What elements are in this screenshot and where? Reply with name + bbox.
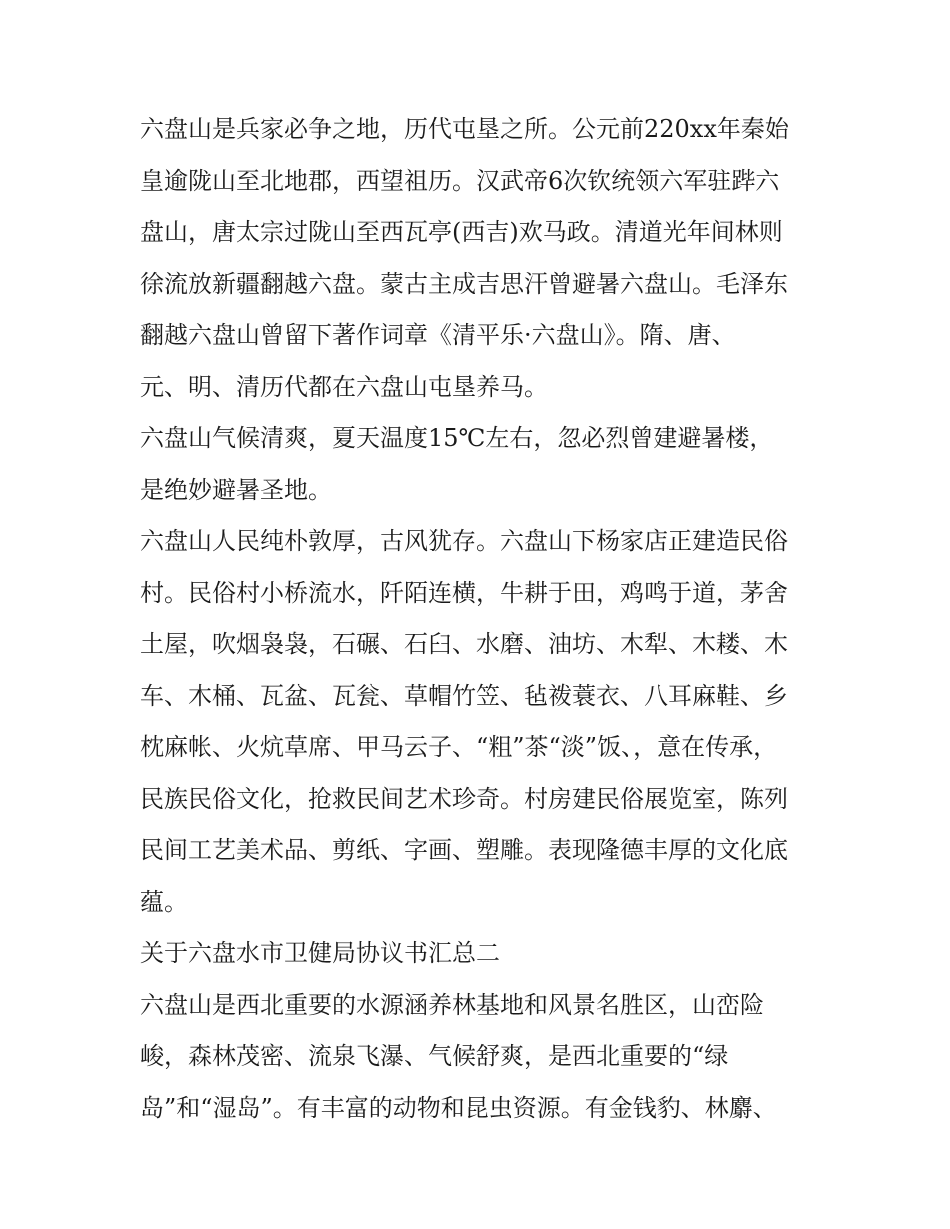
body-text-line: 民族民俗文化，抢救民间艺术珍奇。村房建民俗展览室，陈列 (140, 784, 788, 813)
body-text-line: 翻越六盘山曾留下著作词章《清平乐·六盘山》。隋、唐、 (140, 321, 736, 349)
document-body (140, 104, 820, 1134)
section-heading: 关于六盘水市卫健局协议书汇总二 (140, 939, 500, 967)
body-text-line: 村。民俗村小桥流水，阡陌连横，牛耕于田，鸡鸣于道，茅舍 (140, 578, 788, 607)
body-text-line: 民间工艺美术品、剪纸、字画、塑雕。表现隆德丰厚的文化底 (140, 836, 788, 864)
body-text-line: 枕麻帐、火炕草席、甲马云子、“粗”茶“淡”饭、，意在传承， (140, 733, 778, 761)
body-text-line: 六盘山人民纯朴敦厚，古风犹存。六盘山下杨家店正建造民俗 (140, 527, 788, 555)
body-text-line: 元、明、清历代都在六盘山屯垦养马。 (140, 372, 548, 401)
body-text-line: 六盘山是西北重要的水源涵养林基地和风景名胜区，山峦险 (140, 990, 764, 1019)
body-text-line: 车、木桶、瓦盆、瓦瓮、草帽竹笠、毡袯蓑衣、八耳麻鞋、乡 (140, 681, 788, 710)
body-text-line: 土屋，吹烟袅袅，石碾、石臼、水磨、油坊、木犁、木耧、木 (140, 630, 788, 658)
body-text-line: 徐流放新疆翻越六盘。蒙古主成吉思汗曾避暑六盘山。毛泽东 (140, 269, 788, 298)
body-text-line: 岛”和“湿岛”。有丰富的动物和昆虫资源。有金钱豹、林麝、 (140, 1093, 777, 1122)
body-text-line: 皇逾陇山至北地郡，西望祖历。汉武帝6次钦统领六军驻跸六 (140, 166, 780, 195)
body-text-line: 峻，森林茂密、流泉飞瀑、气候舒爽，是西北重要的“绿 (140, 1042, 729, 1070)
body-text-line: 是绝妙避暑圣地。 (140, 475, 332, 504)
body-text-line: 六盘山是兵家必争之地，历代屯垦之所。公元前220xx年秦始 (140, 115, 789, 143)
body-text-line: 蕴。 (140, 887, 188, 916)
body-text-line: 盘山，唐太宗过陇山至西瓦亭(西吉)欢马政。清道光年间林则 (140, 218, 783, 246)
body-text-line: 六盘山气候清爽，夏天温度15℃左右，忽必烈曾建避暑楼， (140, 424, 774, 452)
